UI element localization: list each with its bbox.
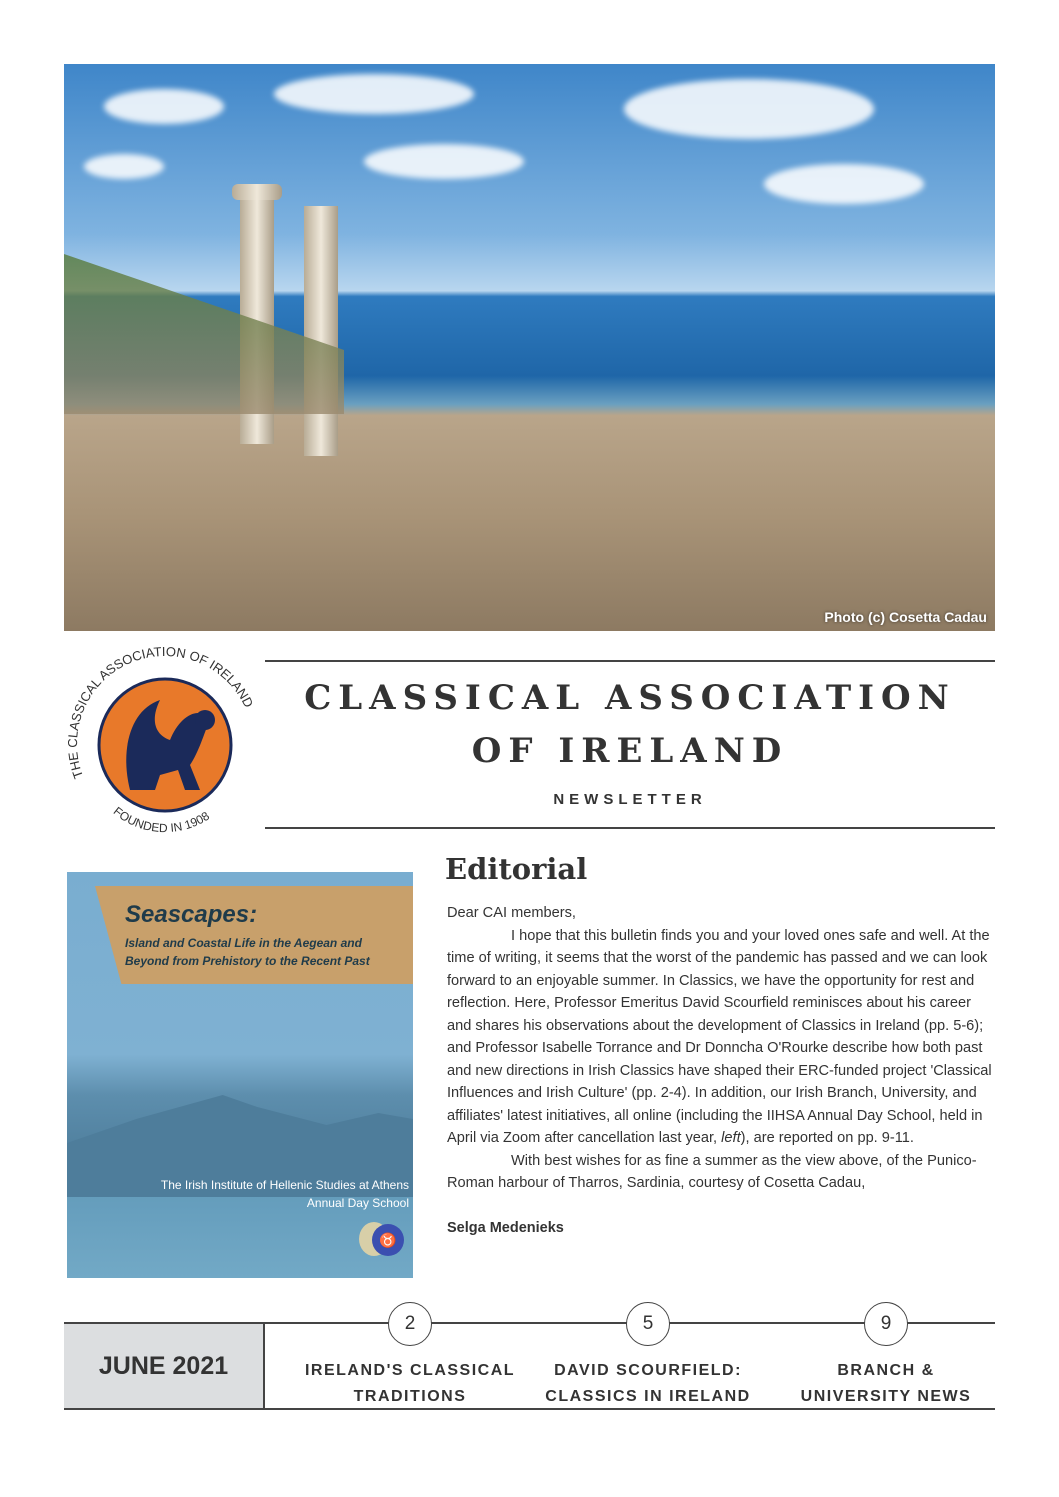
poster-institute: The Irish Institute of Hellenic Studies at Athens <box>160 1178 409 1192</box>
editorial-paragraph-2: With best wishes for as fine a summer as the view above, of the Punico-Roman harbour of Tharros, Sardinia, courtesy of Cosetta Cadau, <box>447 1152 977 1191</box>
masthead-top-rule <box>265 660 995 662</box>
svg-text:THE CLASSICAL ASSOCIATION OF I: THE CLASSICAL ASSOCIATION OF IRELAND <box>64 643 257 781</box>
poster-subtitle-1: Island and Coastal Life in the Aegean and <box>125 936 362 950</box>
editorial-heading: Editorial <box>445 852 588 886</box>
para1-text: I hope that this bulletin finds you and your loved ones safe and well. At the time of writing, it seems that the worst of the pandemic has passed and we can look forward to an enjoyable summer. In Classics, we have the opportunity for rest and reflection. Here, Professor Emeritus David Scourfield reminisces about his career and shares his observations about the development of Classics in Ireland (pp. 5-6); and Professor Isabelle Torrance and Dr Donncha O'Rourke describe how both past and new directions in Irish Classics have shaped their ERC-funded project 'Classical Influences and Irish Culture' (pp. 2-4). In addition, our Irish Branch, University, and affiliates' latest initiatives, all online (including the IIHSA Annual Day School, held in April via Zoom after cancellation last year, <box>447 927 992 1146</box>
salutation: Dear CAI members, <box>447 905 576 921</box>
page-number-badge: 9 <box>864 1302 908 1346</box>
editorial-paragraph-1 <box>447 925 997 1150</box>
contents-line: UNIVERSITY NEWS <box>800 1388 972 1405</box>
title-line-1: CLASSICAL ASSOCIATION <box>304 678 956 718</box>
poster-event: Annual Day School <box>306 1196 409 1210</box>
contents-item-news[interactable] <box>770 1358 1002 1410</box>
cover-photo <box>64 64 995 631</box>
masthead-subtitle: NEWSLETTER <box>553 791 707 808</box>
photo-caption: Photo (c) Cosetta Cadau <box>824 609 987 625</box>
day-school-poster <box>67 872 413 1278</box>
page-number-badge: 5 <box>626 1302 670 1346</box>
bull-icon: ♉ <box>372 1224 404 1256</box>
issue-date: JUNE 2021 <box>64 1324 265 1409</box>
page-number-badge: 2 <box>388 1302 432 1346</box>
contents-line: TRADITIONS <box>353 1388 467 1405</box>
contents-item-traditions[interactable] <box>294 1358 526 1410</box>
title-line-2: OF IRELAND <box>471 731 789 771</box>
editorial-body <box>447 902 997 1239</box>
contents-line: DAVID SCOURFIELD: <box>554 1362 742 1379</box>
poster-title: Seascapes: <box>125 901 258 928</box>
masthead-title <box>265 672 995 778</box>
poster-subtitle-2: Beyond from Prehistory to the Recent Past <box>125 954 370 968</box>
contents-line: IRELAND'S CLASSICAL <box>304 1362 516 1379</box>
contents-line: CLASSICS IN IRELAND <box>545 1388 751 1405</box>
para1-end: ), are reported on pp. 9-11. <box>740 1130 914 1146</box>
svg-text:FOUNDED IN 1908: FOUNDED IN 1908 <box>110 804 212 836</box>
contents-item-scourfield[interactable] <box>532 1358 764 1410</box>
contents-line: BRANCH & <box>837 1362 935 1379</box>
para1-italic: left <box>721 1130 741 1146</box>
association-logo <box>60 640 270 850</box>
editorial-signature: Selga Medenieks <box>447 1219 564 1236</box>
masthead-bottom-rule <box>265 827 995 829</box>
